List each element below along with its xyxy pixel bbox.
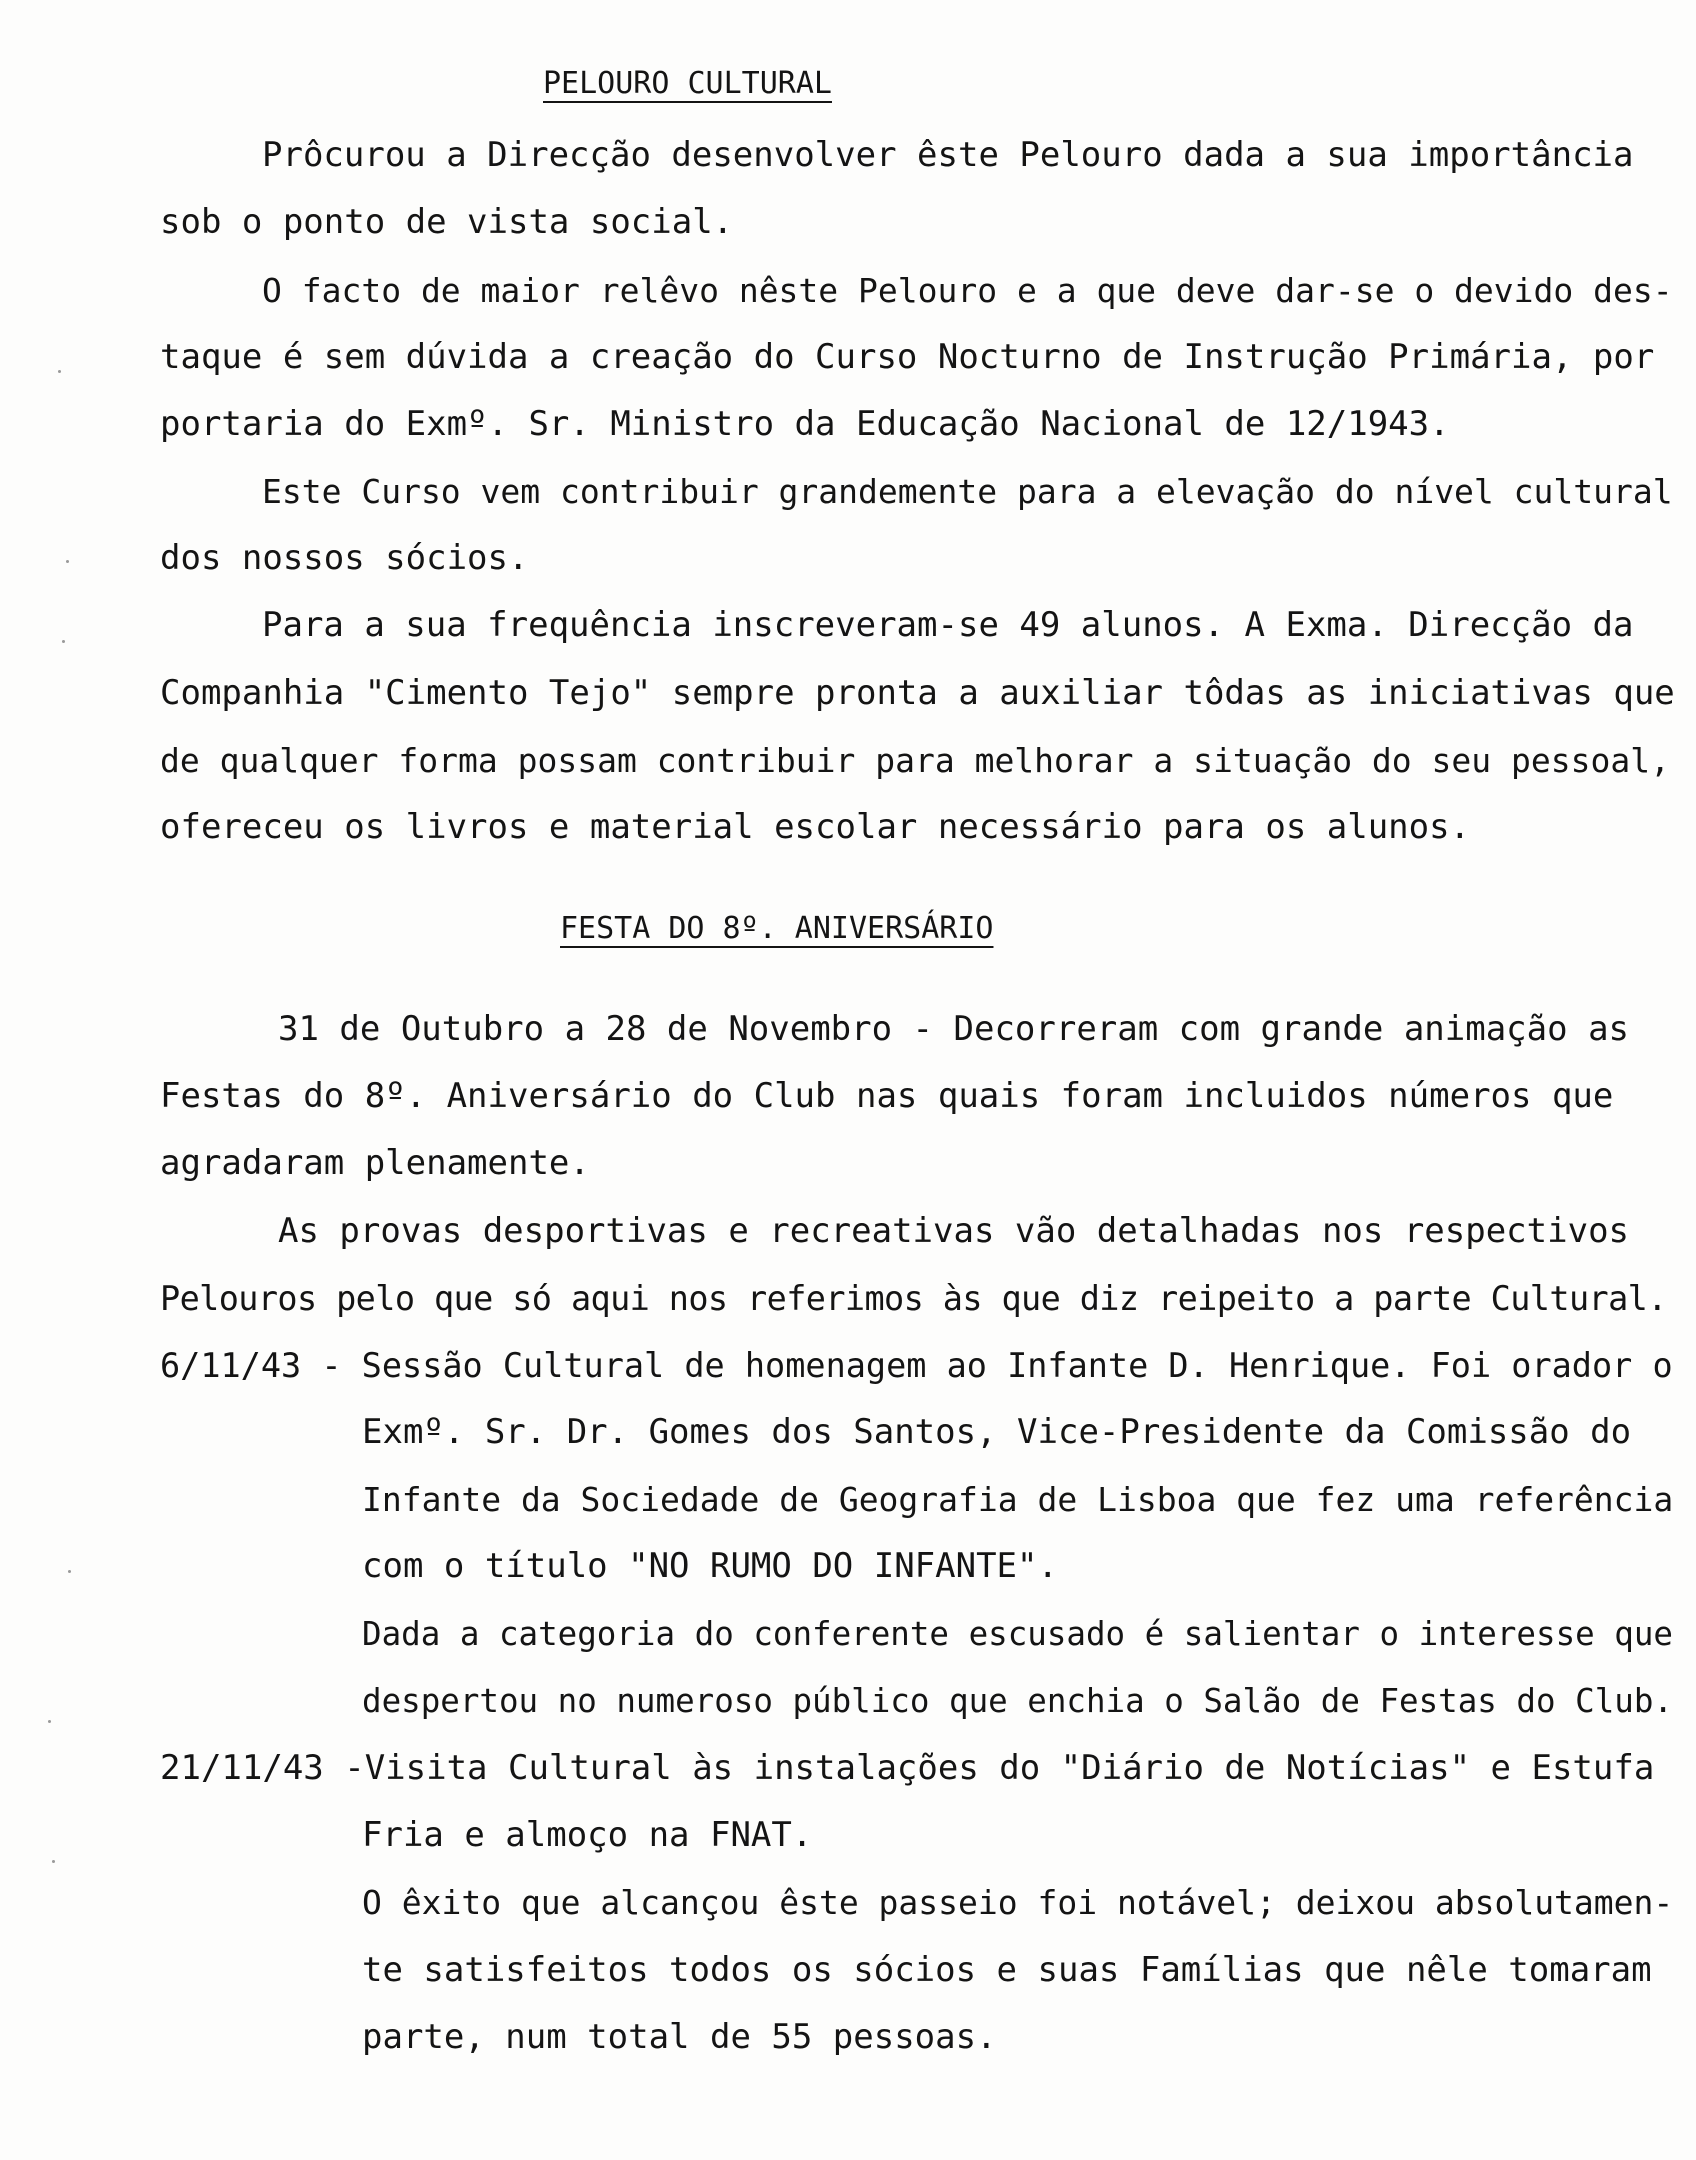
paragraph-line: As provas desportivas e recreativas vão detalhadas nos respectivos xyxy=(278,1211,1630,1251)
paragraph-line: Festas do 8º. Aniversário do Club nas quais foram incluidos números que xyxy=(160,1076,1614,1116)
paragraph-line: Infante da Sociedade de Geografia de Lisboa que fez uma referência xyxy=(362,1480,1674,1519)
paragraph-line: Prôcurou a Direcção desenvolver êste Pelouro dada a sua importância xyxy=(262,135,1634,175)
paragraph-line: Dada a categoria do conferente escusado é salientar o interesse que xyxy=(362,1615,1673,1653)
dated-entry-line: 21/11/43 -Visita Cultural às instalações do "Diário de Notícias" e Estufa xyxy=(160,1748,1655,1788)
paragraph-line: com o título "NO RUMO DO INFANTE". xyxy=(362,1546,1058,1586)
paragraph-line: 31 de Outubro a 28 de Novembro - Decorreram com grande animação as xyxy=(278,1009,1630,1049)
paragraph-line: O facto de maior relêvo nêste Pelouro e a que deve dar-se o devido des- xyxy=(262,271,1673,310)
paragraph-line: ofereceu os livros e material escolar necessário para os alunos. xyxy=(160,807,1471,847)
scan-speck xyxy=(68,1570,71,1573)
paragraph-line: Este Curso vem contribuir grandemente para a elevação do nível cultural xyxy=(262,472,1673,511)
paragraph-line: portaria do Exmº. Sr. Ministro da Educação Nacional de 12/1943. xyxy=(160,404,1450,444)
paragraph-line: parte, num total de 55 pessoas. xyxy=(362,2017,997,2057)
section-heading-cultural: PELOURO CULTURAL xyxy=(543,66,832,101)
scan-speck xyxy=(52,1860,55,1863)
section-heading-anniversary: FESTA DO 8º. ANIVERSÁRIO xyxy=(560,911,994,946)
paragraph-line: O êxito que alcançou êste passeio foi notável; deixou absolutamen- xyxy=(362,1883,1674,1922)
scan-speck xyxy=(66,560,69,563)
paragraph-line: dos nossos sócios. xyxy=(160,538,529,578)
paragraph-line: sob o ponto de vista social. xyxy=(160,202,734,242)
scan-speck xyxy=(58,370,61,373)
paragraph-line: despertou no numeroso público que enchia o Salão de Festas do Club. xyxy=(362,1682,1673,1720)
paragraph-line: te satisfeitos todos os sócios e suas Famílias que nêle tomaram xyxy=(362,1950,1652,1990)
paragraph-line: Fria e almoço na FNAT. xyxy=(362,1815,813,1855)
paragraph-line: de qualquer forma possam contribuir para melhorar a situação do seu pessoal, xyxy=(160,741,1670,780)
paragraph-line: Companhia "Cimento Tejo" sempre pronta a auxiliar tôdas as iniciativas que xyxy=(160,673,1675,713)
scan-speck xyxy=(48,1720,51,1723)
paragraph-line: agradaram plenamente. xyxy=(160,1143,590,1183)
paragraph-line: Pelouros pelo que só aqui nos referimos às que diz reipeito a parte Cultural. xyxy=(160,1279,1667,1318)
dated-entry-line: 6/11/43 - Sessão Cultural de homenagem ao Infante D. Henrique. Foi orador o xyxy=(160,1346,1673,1385)
scan-speck xyxy=(62,640,65,643)
paragraph-line: taque é sem dúvida a creação do Curso Nocturno de Instrução Primária, por xyxy=(160,337,1655,377)
paragraph-line: Exmº. Sr. Dr. Gomes dos Santos, Vice-Presidente da Comissão do xyxy=(362,1412,1632,1452)
paragraph-line: Para a sua frequência inscreveram-se 49 alunos. A Exma. Direcção da xyxy=(262,605,1634,645)
